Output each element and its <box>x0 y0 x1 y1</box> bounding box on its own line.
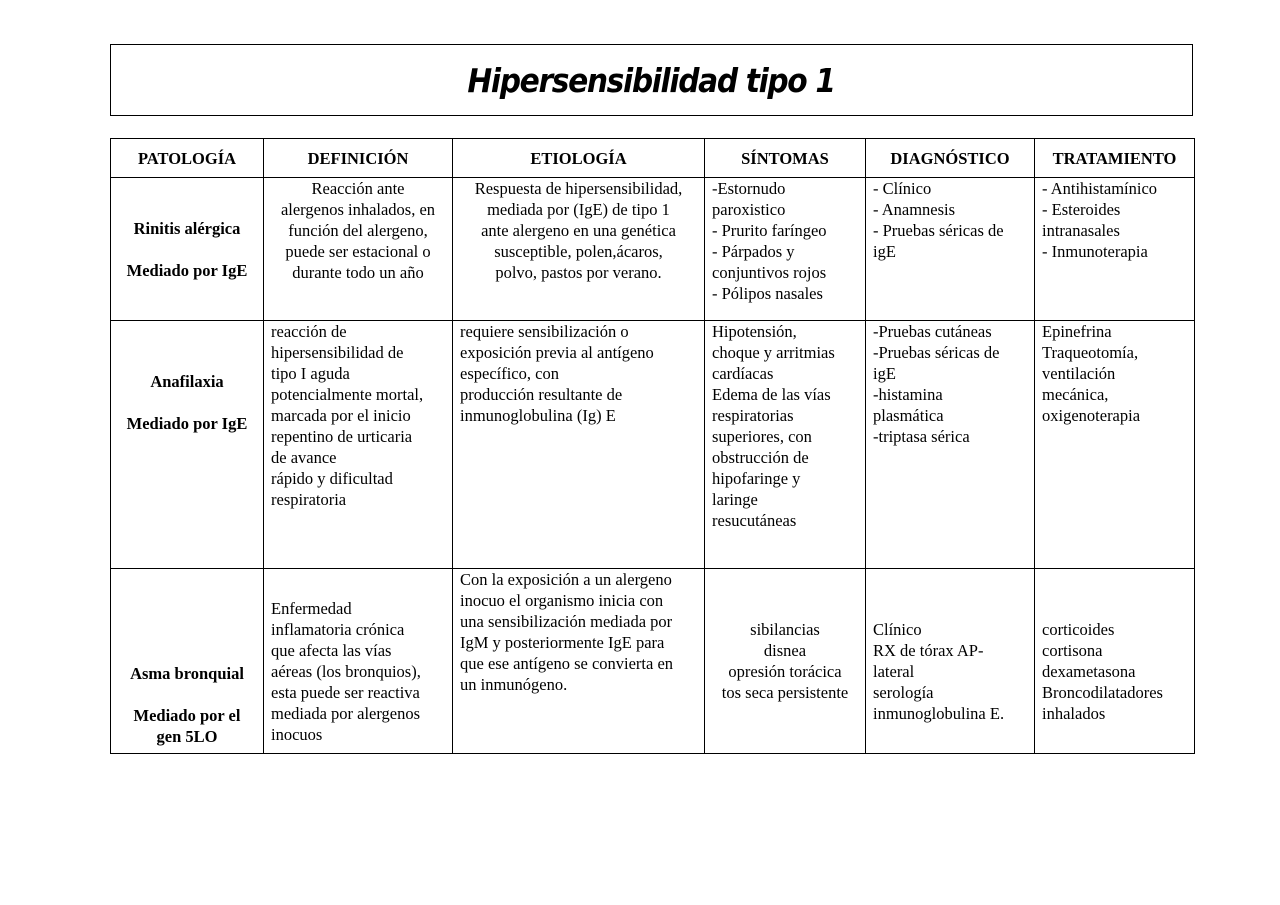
symptoms-cell: Hipotensión, choque y arritmias cardíacas Edema de las vías respiratorias superiores, con obstrucción de hipofaringe y laringe resucutáneas <box>705 321 866 569</box>
header-patologia: PATOLOGÍA <box>111 139 264 178</box>
treatment-cell: - Antihistamínico - Esteroides intranasales - Inmunoterapia <box>1035 178 1195 321</box>
treatment-cell: corticoides cortisona dexametasona Broncodilatadores inhalados <box>1035 569 1195 754</box>
pathology-mediator: Mediado por IgE <box>126 260 248 280</box>
treatment-cell: Epinefrina Traqueotomía, ventilación mecánica, oxigenoterapia <box>1035 321 1195 569</box>
symptoms-cell: sibilancias disnea opresión torácica tos seca persistente <box>705 569 866 754</box>
pathology-mediator: Mediado por el gen 5LO <box>133 706 241 746</box>
table-row <box>111 321 1195 569</box>
header-definicion: DEFINICIÓN <box>264 139 453 178</box>
etiology-cell: Respuesta de hipersensibilidad, mediada por (IgE) de tipo 1 ante alergeno en una genética susceptible, polen,ácaros, polvo, pastos por verano. <box>453 178 705 321</box>
symptoms-cell: -Estornudo paroxistico - Prurito faríngeo - Párpados y conjuntivos rojos - Pólipos nasales <box>705 178 866 321</box>
pathology-name: Asma bronquial <box>130 664 244 683</box>
definition-cell: reacción de hipersensibilidad de tipo I aguda potencialmente mortal, marcada por el inicio repentino de urticaria de avance rápido y dificultad respiratoria <box>264 321 453 569</box>
header-sintomas: SÍNTOMAS <box>705 139 866 178</box>
header-tratamiento: TRATAMIENTO <box>1035 139 1195 178</box>
pathology-cell <box>111 178 264 321</box>
header-diagnostico: DIAGNÓSTICO <box>866 139 1035 178</box>
pathology-name: Rinitis alérgica <box>133 218 241 238</box>
pathology-name: Anafilaxia <box>150 372 224 391</box>
definition-cell: Reacción ante alergenos inhalados, en función del alergeno, puede ser estacional o durante todo un año <box>264 178 453 321</box>
diagnosis-cell: -Pruebas cutáneas -Pruebas séricas de igE -histamina plasmática -triptasa sérica <box>866 321 1035 569</box>
table-row <box>111 569 1195 754</box>
etiology-cell: Con la exposición a un alergeno inocuo el organismo inicia con una sensibilización mediada por IgM y posteriormente IgE para que ese antígeno se convierta en un inmunógeno. <box>453 569 705 754</box>
definition-cell: Enfermedad inflamatoria crónica que afecta las vías aéreas (los bronquios), esta puede ser reactiva mediada por alergenos inocuos <box>264 569 453 754</box>
table-header-row <box>111 139 1195 178</box>
pathology-cell <box>111 569 264 754</box>
diagnosis-cell: Clínico RX de tórax AP- lateral serología inmunoglobulina E. <box>866 569 1035 754</box>
etiology-cell: requiere sensibilización o exposición previa al antígeno específico, con producción resultante de inmunoglobulina (Ig) E <box>453 321 705 569</box>
pathology-mediator: Mediado por IgE <box>126 414 248 433</box>
header-etiologia: ETIOLOGÍA <box>453 139 705 178</box>
document-title: Hipersensibilidad tipo 1 <box>467 60 836 100</box>
diagnosis-cell: - Clínico - Anamnesis - Pruebas séricas de igE <box>866 178 1035 321</box>
hypersensitivity-table <box>110 138 1195 754</box>
pathology-cell <box>111 321 264 569</box>
table-row <box>111 178 1195 321</box>
title-box <box>110 44 1193 116</box>
